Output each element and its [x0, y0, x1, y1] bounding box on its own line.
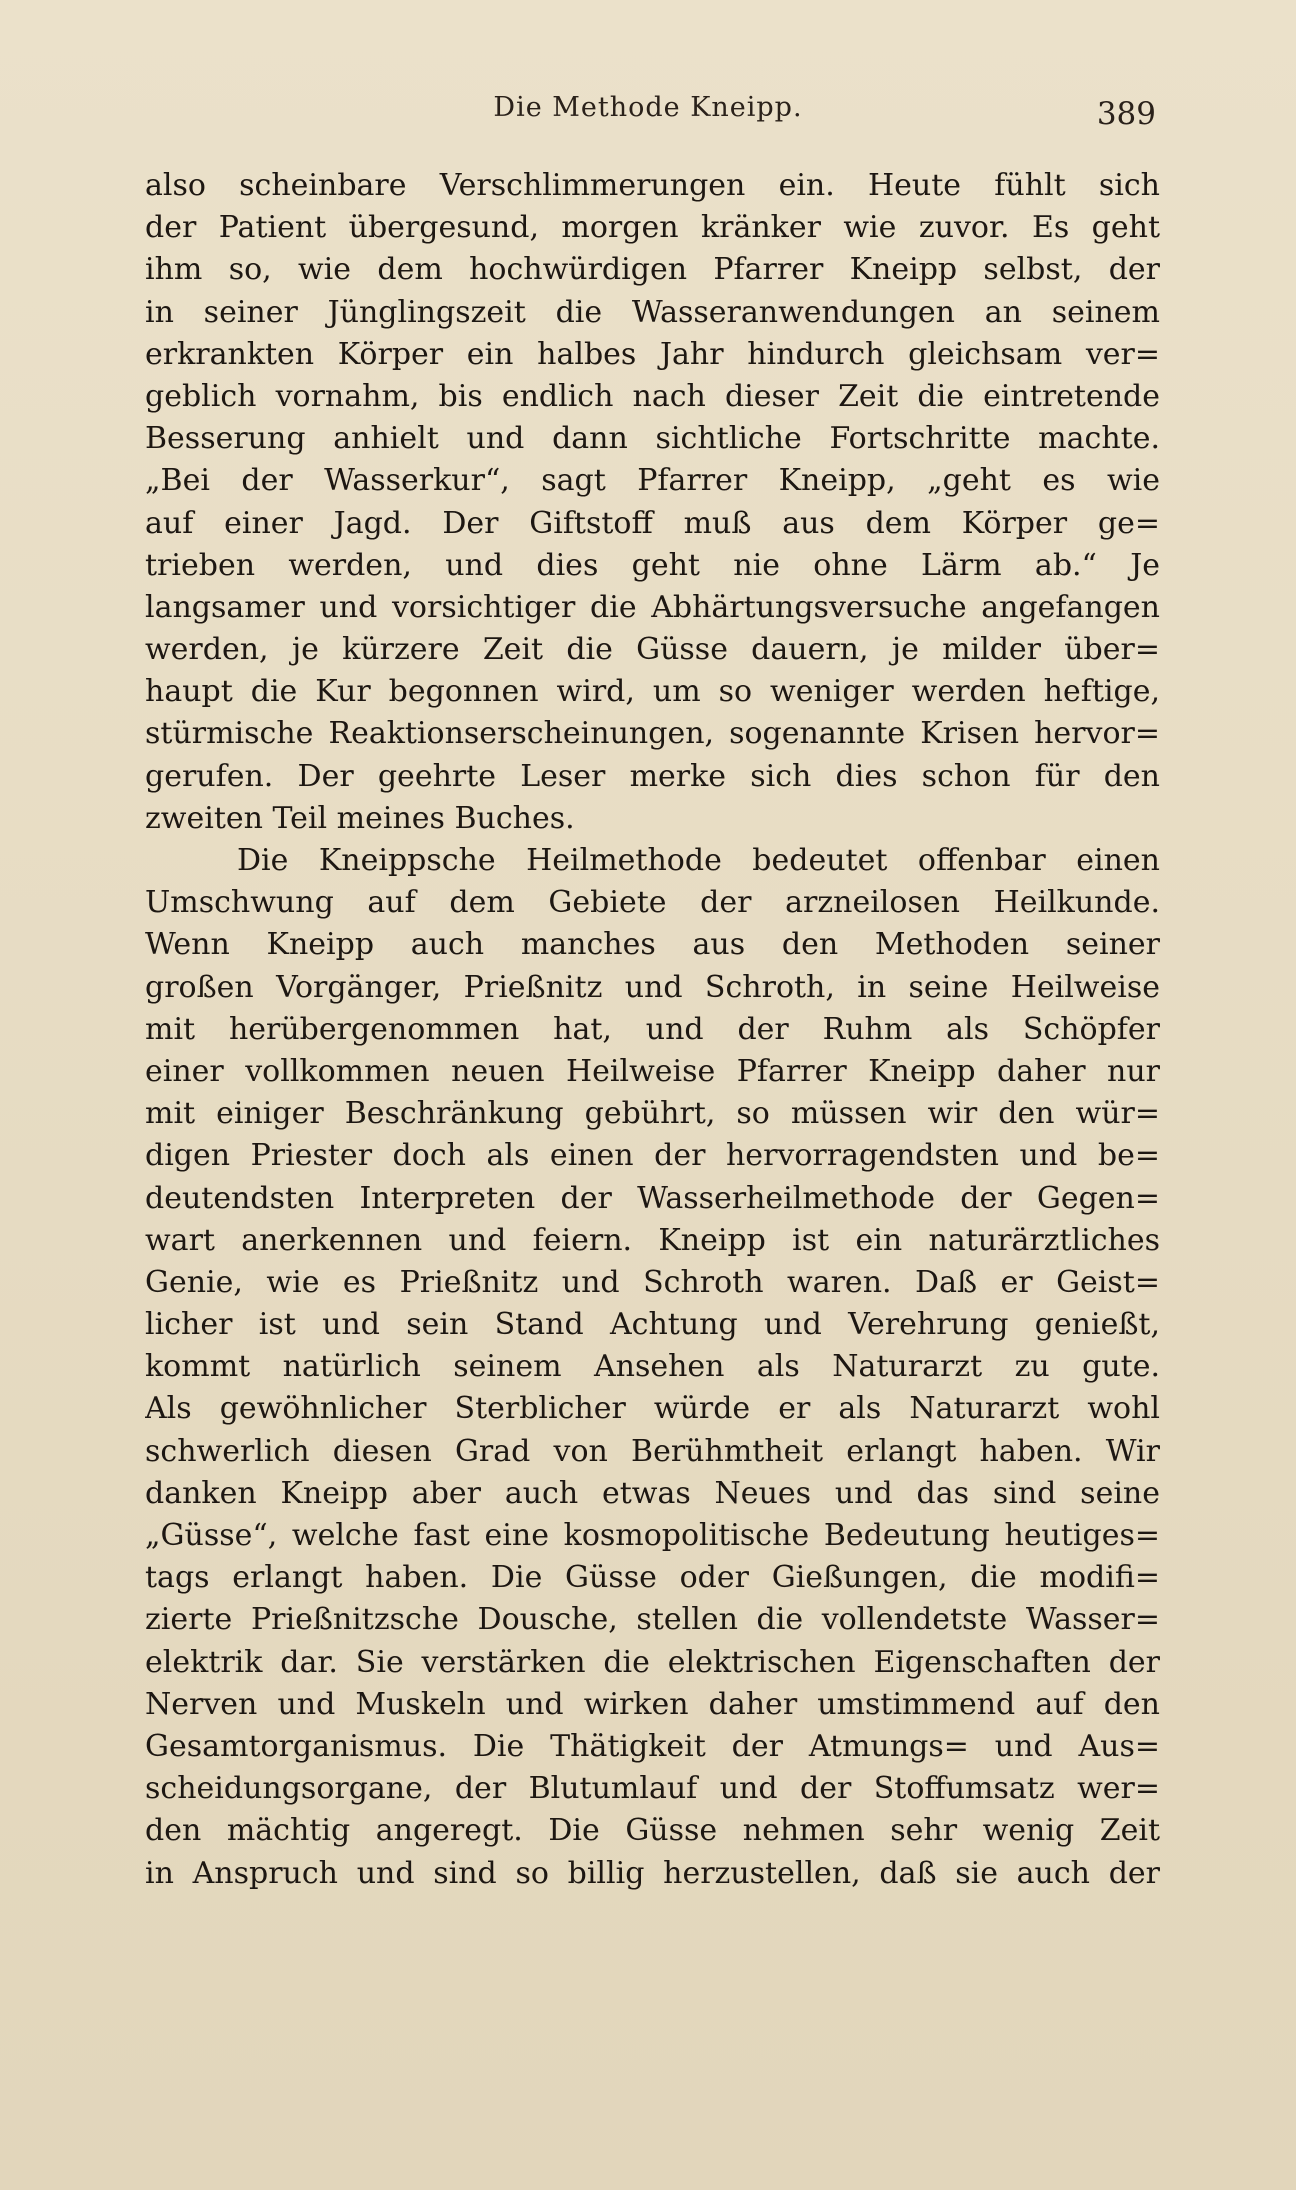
text-line: scheidungsorgane, der Blutumlauf und der Stoffumsatz wer= [145, 1771, 1160, 1807]
text-line: Die Kneippsche Heilmethode bedeutet offenbar einen [237, 843, 1160, 878]
text-line: geblich vornahm, bis endlich nach dieser Zeit die eintretende [145, 378, 1160, 414]
paragraph-1 [145, 165, 1160, 840]
running-head [0, 92, 1296, 132]
text-line: der Patient übergesund, morgen kränker wie zuvor. Es geht [145, 210, 1160, 246]
text-line: licher ist und sein Stand Achtung und Verehrung genießt, [145, 1307, 1160, 1343]
text-line: langsamer und vorsichtiger die Abhärtungsversuche angefangen [145, 589, 1160, 625]
text-line: werden, je kürzere Zeit die Güsse dauern, je milder über= [145, 632, 1160, 668]
text-line: großen Vorgänger, Prießnitz und Schroth, in seine Heilweise [145, 969, 1160, 1005]
text-line: haupt die Kur begonnen wird, um so weniger werden heftige, [145, 674, 1160, 710]
text-line: zweiten Teil meines Buches. [145, 800, 575, 836]
text-line: wart anerkennen und feiern. Kneipp ist ein naturärztliches [145, 1222, 1160, 1258]
text-line: stürmische Reaktionserscheinungen, sogenannte Krisen hervor= [145, 716, 1160, 752]
text-line: deutendsten Interpreten der Wasserheilmethode der Gegen= [145, 1180, 1160, 1216]
text-line: gerufen. Der geehrte Leser merke sich dies schon für den [145, 758, 1160, 794]
text-line: also scheinbare Verschlimmerungen ein. Heute fühlt sich [145, 168, 1160, 203]
page-number: 389 [1096, 96, 1156, 132]
text-line: elektrik dar. Sie verstärken die elektrischen Eigenschaften der [145, 1644, 1160, 1680]
text-line: den mächtig angeregt. Die Güsse nehmen sehr wenig Zeit [145, 1813, 1160, 1849]
text-line: ihm so, wie dem hochwürdigen Pfarrer Kneipp selbst, der [145, 252, 1160, 288]
text-line: erkrankten Körper ein halbes Jahr hindurch gleichsam ver= [145, 336, 1160, 372]
text-line: Gesamtorganismus. Die Thätigkeit der Atmungs= und Aus= [145, 1728, 1160, 1764]
text-line: trieben werden, und dies geht nie ohne Lärm ab.“ Je [145, 547, 1160, 583]
text-line: auf einer Jagd. Der Giftstoff muß aus dem Körper ge= [145, 505, 1160, 541]
text-line: schwerlich diesen Grad von Berühmtheit erlangt haben. Wir [145, 1433, 1160, 1469]
text-line: Wenn Kneipp auch manches aus den Methoden seiner [145, 927, 1160, 963]
text-line: tags erlangt haben. Die Güsse oder Gießungen, die modifi= [145, 1560, 1160, 1596]
running-title: Die Methode Kneipp. [493, 92, 803, 123]
body-text [145, 165, 1160, 1895]
text-line: in Anspruch und sind so billig herzustellen, daß sie auch der [145, 1855, 1160, 1891]
paragraph-2 [145, 840, 1160, 1895]
text-line: zierte Prießnitzsche Dousche, stellen die vollendetste Wasser= [145, 1602, 1160, 1638]
text-line: „Güsse“, welche fast eine kosmopolitische Bedeutung heutiges= [145, 1518, 1160, 1553]
text-line: Als gewöhnlicher Sterblicher würde er als Naturarzt wohl [145, 1391, 1160, 1427]
text-line: digen Priester doch als einen der hervorragendsten und be= [145, 1138, 1160, 1174]
text-line: danken Kneipp aber auch etwas Neues und das sind seine [145, 1475, 1160, 1511]
text-line: kommt natürlich seinem Ansehen als Naturarzt zu gute. [145, 1349, 1160, 1385]
text-line: mit einiger Beschränkung gebührt, so müssen wir den wür= [145, 1096, 1160, 1132]
text-line: Genie, wie es Prießnitz und Schroth waren. Daß er Geist= [145, 1264, 1160, 1300]
text-line: mit herübergenommen hat, und der Ruhm als Schöpfer [145, 1011, 1160, 1047]
text-line: Nerven und Muskeln und wirken daher umstimmend auf den [145, 1686, 1160, 1722]
text-line: in seiner Jünglingszeit die Wasseranwendungen an seinem [145, 294, 1160, 330]
text-line: Besserung anhielt und dann sichtliche Fortschritte machte. [145, 421, 1160, 457]
text-line: einer vollkommen neuen Heilweise Pfarrer Kneipp daher nur [145, 1053, 1160, 1089]
text-line: „Bei der Wasserkur“, sagt Pfarrer Kneipp, „geht es wie [145, 463, 1160, 499]
text-line: Umschwung auf dem Gebiete der arzneilosen Heilkunde. [145, 885, 1160, 921]
